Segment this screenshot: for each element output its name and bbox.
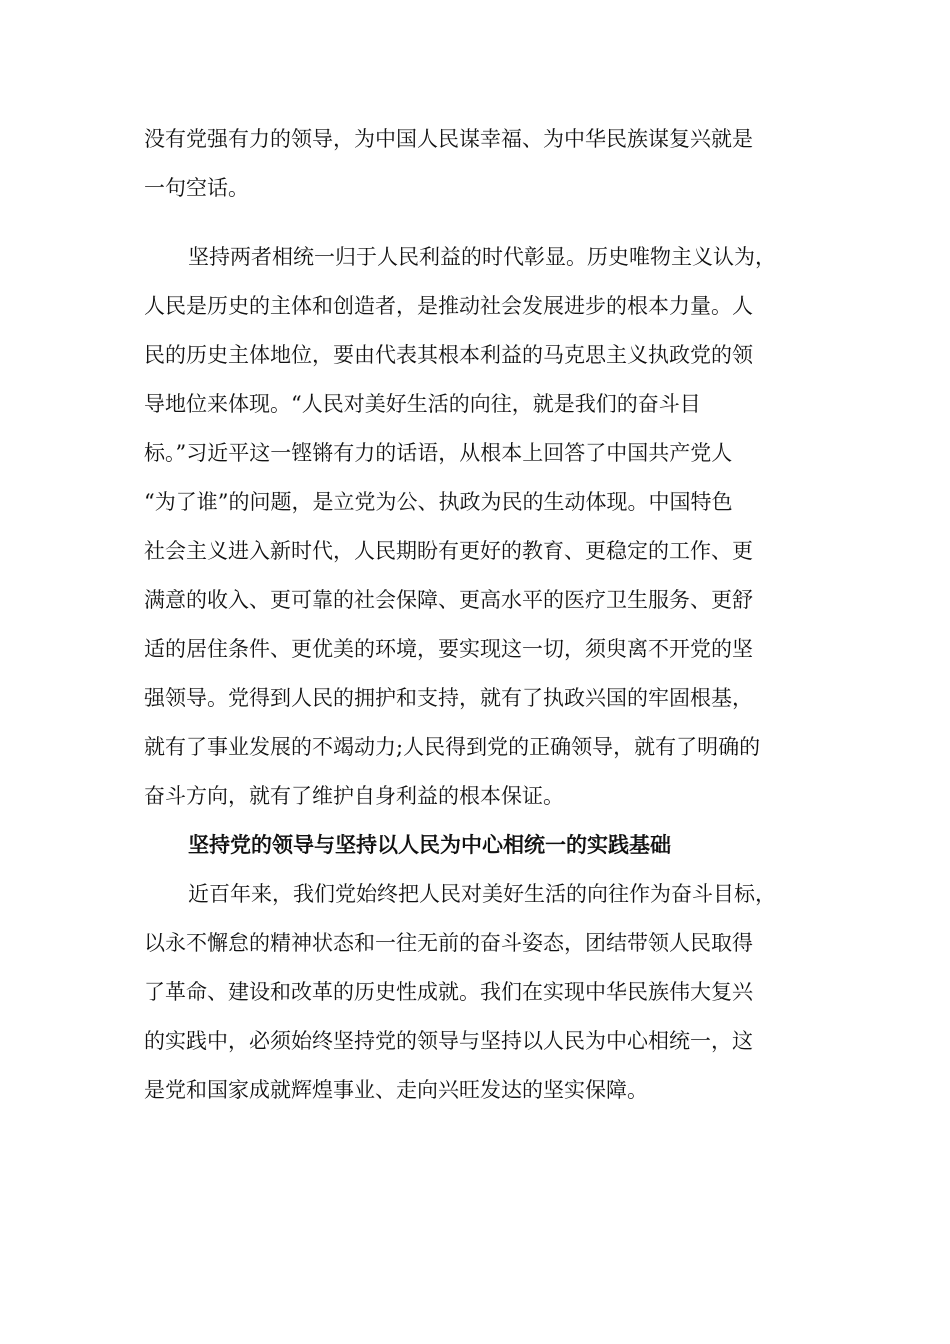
paragraph-2-line-12: 奋斗方向，就有了维护自身利益的根本保证。 [144, 784, 564, 808]
paragraph-2-line-9: 适的居住条件、更优美的环境，要实现这一切，须臾离不开党的坚 [144, 637, 753, 661]
paragraph-1-line-2: 一句空话。 [144, 176, 249, 200]
paragraph-2-line-10: 强领导。党得到人民的拥护和支持，就有了执政兴国的牢固根基， [144, 686, 753, 710]
paragraph-2-line-7: 社会主义进入新时代，人民期盼有更好的教育、更稳定的工作、更 [144, 539, 753, 563]
paragraph-2-line-2: 人民是历史的主体和创造者，是推动社会发展进步的根本力量。人 [144, 294, 753, 318]
section-heading: 坚持党的领导与坚持以人民为中心相统一的实践基础 [188, 832, 671, 857]
paragraph-2-line-8: 满意的收入、更可靠的社会保障、更高水平的医疗卫生服务、更舒 [144, 588, 753, 612]
paragraph-2-line-6: “为了谁”的问题，是立党为公、执政为民的生动体现。中国特色 [144, 490, 733, 514]
paragraph-2-line-4: 导地位来体现。“人民对美好生活的向往，就是我们的奋斗目 [144, 392, 701, 416]
paragraph-3-line-4: 的实践中，必须始终坚持党的领导与坚持以人民为中心相统一，这 [144, 1029, 753, 1053]
paragraph-gap [144, 222, 806, 242]
paragraph-3-line-3: 了革命、建设和改革的历史性成就。我们在实现中华民族伟大复兴 [144, 980, 753, 1004]
paragraph-1-line-1: 没有党强有力的领导，为中国人民谋幸福、为中华民族谋复兴就是 [144, 127, 753, 151]
paragraph-2-line-1: 坚持两者相统一归于人民利益的时代彰显。历史唯物主义认为， [188, 245, 776, 269]
paragraph-3-line-5: 是党和国家成就辉煌事业、走向兴旺发达的坚实保障。 [144, 1078, 648, 1102]
paragraph-2-line-5: 标。”习近平这一铿锵有力的话语，从根本上回答了中国共产党人 [144, 441, 733, 465]
paragraph-2-line-11: 就有了事业发展的不竭动力;人民得到党的正确领导，就有了明确的 [144, 735, 761, 759]
paragraph-3-line-1: 近百年来，我们党始终把人民对美好生活的向往作为奋斗目标， [188, 882, 776, 906]
document-page [144, 124, 806, 1124]
paragraph-3-line-2: 以永不懈怠的精神状态和一往无前的奋斗姿态，团结带领人民取得 [144, 931, 753, 955]
paragraph-2-line-3: 民的历史主体地位，要由代表其根本利益的马克思主义执政党的领 [144, 343, 753, 367]
